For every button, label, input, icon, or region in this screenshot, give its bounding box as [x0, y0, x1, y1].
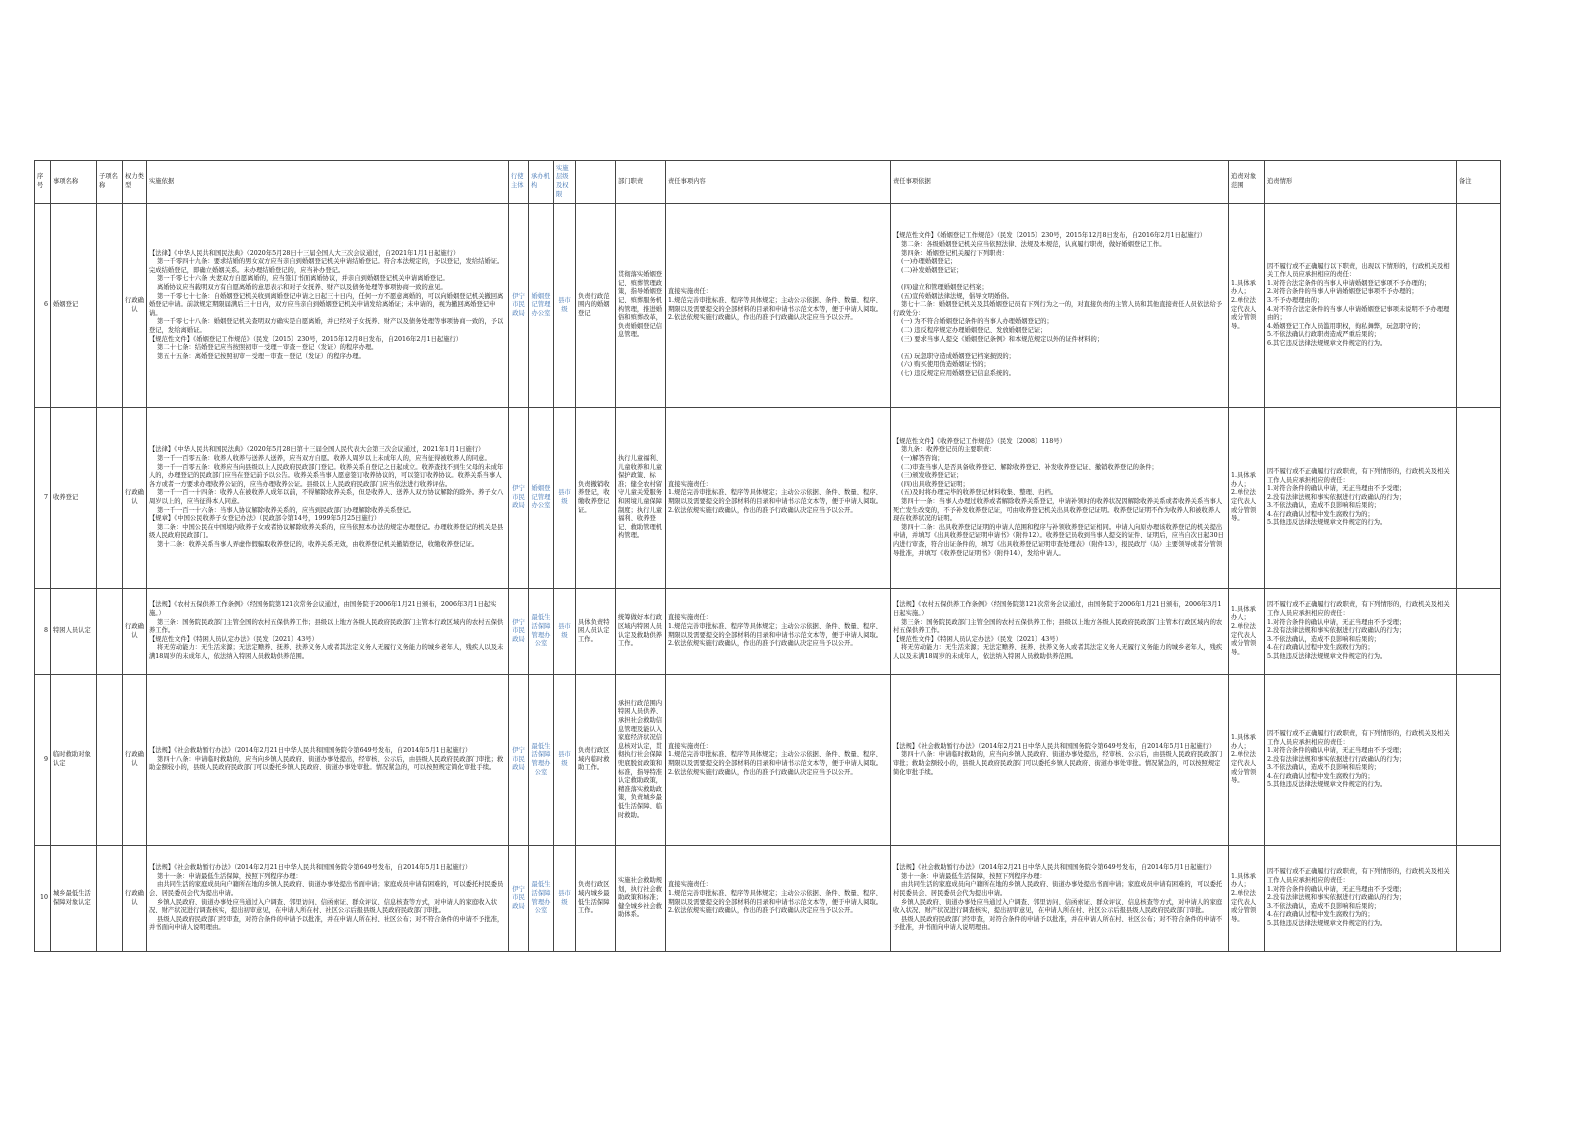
table-row: [35, 408, 1501, 589]
row-subject: 伊宁市民政局: [509, 589, 529, 675]
row-subject: 伊宁市民政局: [509, 204, 529, 408]
header-remark: 备注: [1457, 161, 1501, 204]
row-content: 直接实施责任： 1.规范完善审批标准、程序等具体规定；主动公示依据、条件、数量、程序、期限以及需要提交的全部材料的目录和申请书示范文本等，便于申请人阅取。 2.依法依规实施行政确认，作出的准予行政确认决定应当予以公开。: [666, 846, 891, 952]
row-dept-duty: 统筹做好本行政区域内特困人员认定及救助供养工作。: [616, 589, 666, 675]
row-power-type: 行政确认: [123, 846, 147, 952]
row-duty: 具体负责特困人员认定工作。: [576, 589, 616, 675]
row-no: 7: [35, 408, 51, 589]
row-power-type: 行政确认: [123, 589, 147, 675]
row-content: 直接实施责任： 1.规范完善审批标准、程序等具体规定；主动公示依据、条件、数量、程序、期限以及需要提交的全部材料的目录和申请书示范文本等，便于申请人阅取。 2.依法依规实施行政确认，作出的准予行政确认决定应当予以公开。: [666, 675, 891, 846]
row-sub-name: [97, 589, 123, 675]
row-no: 6: [35, 204, 51, 408]
row-dept-duty: 承担行政范围内特困人员供养、承担社会救助信息管理及能认入家庭经济状况信息核对认定，贯彻执行社会保障兜底脱贫政策和标准，指导特准认定救助政策，精准落实救助政策，负责城乡最低生活保障、临时救助。: [616, 675, 666, 846]
responsibility-table: [34, 160, 1501, 952]
row-item-name: 特困人员认定: [51, 589, 97, 675]
header-name: 事项名称: [51, 161, 97, 204]
row-duty: 负责行政范围内的婚姻登记: [576, 204, 616, 408]
header-sub: 子项名称: [97, 161, 123, 204]
row-level: 县市级: [554, 589, 576, 675]
header-scope: 追责对象范围: [1229, 161, 1265, 204]
row-case: 因不履行或不正确履行行政职责，有下列情形的，行政机关及相关工作人员应承担相应的责任： 1.对符合条件的确认申请，无正当理由不予受理； 2.没有法律法规和事实依据进行行政确认的行为； 3.不依法确认，造成不良影响和后果的； 4.在行政确认过程中发生腐败行为的； 5.其他违反法律法规规章文件规定的行为。: [1265, 675, 1457, 846]
row-item-name: 城乡最低生活保障对象认定: [51, 846, 97, 952]
table-row: [35, 204, 1501, 408]
row-basis: 【法规】《农村五保供养工作条例》（经国务院第121次常务会议通过，由国务院于2006年1月21日颁布，2006年3月1日起实施。） 第三条：国务院民政部门主管全国的农村五保供养工作；县级以上地方各级人民政府民政部门主管本行政区域内的农村五保供养工作。 【规范性文件】《特困人员认定办法》（民发〔2021〕43号） 将无劳动能力：无生活来源；无法定赡养、抚养、扶养义务人或者其法定义务人无履行义务能力的城乡老年人，残疾人以及未满18周岁的未成年人，依法纳入特困人员救助供养范围。: [147, 589, 509, 675]
row-subject: 伊宁市民政局: [509, 408, 529, 589]
header-row: [35, 161, 1501, 204]
row-scope: 1.具体承办人； 2.单位法定代表人或分管领导。: [1229, 846, 1265, 952]
row-dept-duty: 实施社会救助规划，执行社会救助政策和标准；健全城乡社会救助体系。: [616, 846, 666, 952]
row-org: 最低生活保障管理办公室: [529, 846, 554, 952]
row-no: 8: [35, 589, 51, 675]
row-level: 县市级: [554, 846, 576, 952]
row-level: 县市级: [554, 408, 576, 589]
row-item-name: 婚姻登记: [51, 204, 97, 408]
header-no: 序号: [35, 161, 51, 204]
row-subject: 伊宁市民政局: [509, 675, 529, 846]
row-power-type: 行政确认: [123, 204, 147, 408]
row-content: 直接实施责任： 1.规范完善审批标准、程序等具体规定；主动公示依据、条件、数量、程序、期限以及需要提交的全部材料的目录和申请书示范文本等，便于申请人阅取。 2.依法依规实施行政确认，作出的准予行政确认决定应当予以公开。: [666, 408, 891, 589]
row-scope: 1.具体承办人； 2.单位法定代表人或分管领导。: [1229, 408, 1265, 589]
table-body: [35, 204, 1501, 952]
row-remark: [1457, 675, 1501, 846]
row-duty: 负责撤销收养登记，收缴收养登记证。: [576, 408, 616, 589]
table-row: [35, 846, 1501, 952]
row-case: 因不履行或不正确履行行政职责，有下列情形的，行政机关及相关工作人员应承担相应的责任： 1.对符合条件的确认申请，无正当理由不予受理； 2.没有法律法规和事实依据进行行政确认的行为； 3.不依法确认，造成不良影响和后果的； 4.在行政确认过程中发生腐败行为的； 5.其他违反法律法规规章文件规定的行为。: [1265, 846, 1457, 952]
row-remark: [1457, 204, 1501, 408]
row-org: 最低生活保障管理办公室: [529, 589, 554, 675]
row-case: 因不履行或不正确履行行政职责，有下列情形的，行政机关及相关工作人员应承担相应的责任： 1.对符合条件的确认申请，无正当理由不予受理； 2.没有法律法规和事实依据进行行政确认的行为； 3.不依法确认，造成不良影响和后果的； 4.在行政确认过程中发生腐败行为的； 5.其他违反法律法规规章文件规定的行为。: [1265, 408, 1457, 589]
table-header: [35, 161, 1501, 204]
row-case: 因不履行或不正确履行行政职责，有下列情形的，行政机关及相关工作人员应承担相应的责任： 1.对符合条件的确认申请，无正当理由不予受理； 2.没有法律法规和事实依据进行行政确认的行为； 3.不依法确认，造成不良影响和后果的； 4.在行政确认过程中发生腐败行为的； 5.其他违反法律法规规章文件规定的行为。: [1265, 589, 1457, 675]
row-item-name: 临时救助对象认定: [51, 675, 97, 846]
row-remark: [1457, 589, 1501, 675]
row-basis: 【法律】《中华人民共和国民法典》（2020年5月28日第十三届全国人民代表大会第三次会议通过，2021年1月1日施行） 第一千一百零五条：收养人收养与送养人送养，应当双方自愿。收养人周岁以上未成年人的，应当征得被收养人的同意。 第一千一百零五条：收养应当向县级以上人民政府民政部门登记。收养关系自登记之日起成立。收养查找不到生父母的未成年人的，办理登记的民政部门应当在登记前予以公告。收养关系当事人愿意签订收养协议的，可以签订收养协议。收养关系当事人各方或者一方要求办理收养公证的，应当办理收养公证。县级以上人民政府民政部门应当依法进行收养评估。 第一千一百一十四条：收养人在被收养人成年以前，不得解除收养关系，但是收养人、送养人双方协议解除的除外。养子女八周岁以上的，应当征得本人同意。 第一千一百一十六条：当事人协议解除收养关系的，应当到民政部门办理解除收养关系登记。 【规章】《中国公民收养子女登记办法》（民政部令第14号，1999年5月25日施行） 第二条：中国公民在中国境内收养子女或者协议解除收养关系的，应当依照本办法的规定办理登记。办理收养登记的机关是县级人民政府民政部门。 第十二条：收养关系当事人弄虚作假骗取收养登记的，收养关系无效，由收养登记机关撤销登记，收缴收养登记证。: [147, 408, 509, 589]
header-duty: 部门职责: [616, 161, 666, 204]
row-level: 县市级: [554, 675, 576, 846]
row-content: 直接实施责任： 1.规范完善审批标准、程序等具体规定；主动公示依据、条件、数量、程序、期限以及需要提交的全部材料的目录和申请书示范文本等，便于申请人阅取。 2.依法依规实施行政确认，作出的准予行政确认决定应当予以公开。: [666, 204, 891, 408]
row-sub-name: [97, 408, 123, 589]
header-type: 权力类型: [123, 161, 147, 204]
row-sub-name: [97, 204, 123, 408]
row-org: 最低生活保障管理办公室: [529, 675, 554, 846]
row-level: 县市级: [554, 204, 576, 408]
row-item-name: 收养登记: [51, 408, 97, 589]
row-sub-name: [97, 846, 123, 952]
row-no: 10: [35, 846, 51, 952]
row-subject: 伊宁市民政局: [509, 846, 529, 952]
row-duty: 负责行政区域内城乡最低生活保障工作。: [576, 846, 616, 952]
row-org: 婚姻登记管理办公室: [529, 204, 554, 408]
header-resp-basis: 责任事项依据: [891, 161, 1229, 204]
table-row: [35, 589, 1501, 675]
row-resp-basis: 【法规】《社会救助暂行办法》（2014年2月21日中华人民共和国国务院令第649号发布，自2014年5月1日起施行） 第十一条：申请最低生活保障，按照下列程序办理： 由共同生活的家庭成员向户籍所在地的乡镇人民政府、街道办事处提出书面申请；家庭成员申请有困难的，可以委托村民委员会、居民委员会代为提出申请。 乡镇人民政府、街道办事处应当通过入户调查、邻里访问、信函索证、群众评议、信息核查等方式，对申请人的家庭收入状况、财产状况进行调查核实，提出初审意见，在申请人所在村、社区公示后报县级人民政府民政部门审批。 县级人民政府民政部门经审查，对符合条件的申请予以批准，并在申请人所在村、社区公布；对不符合条件的申请不予批准，并书面向申请人说明理由。: [891, 846, 1229, 952]
header-subject: 行使主体: [509, 161, 529, 204]
row-dept-duty: 贯彻落实婚姻登记、殡葬管理政策，指导婚姻登记、殡葬服务机构管理，推进婚俗和殡葬改革，负责婚姻登记信息管理。: [616, 204, 666, 408]
row-power-type: 行政确认: [123, 408, 147, 589]
row-case: 因不履行或不正确履行以下职责，出现以下情形的，行政机关及相关工作人员应承担相应的责任： 1.对符合法定条件的当事人申请婚姻登记事项不予办理的； 2.对符合条件的当事人申请婚姻登记事项不予办理的； 3.不予办理理由的； 4.对不符合法定条件的当事人申请婚姻登记事项未说明不予办理理由的； 4.婚姻登记工作人员滥用职权，徇私舞弊，玩忽职守的； 5.不依法确认行政职责造成严重后果的； 6.其它违反法律法规规章文件规定的行为。: [1265, 204, 1457, 408]
row-basis: 【法律】《中华人民共和国民法典》（2020年5月28日十三届全国人大三次会议通过，自2021年1月1日起施行） 第一千零四十九条：要求结婚的男女双方应当亲自到婚姻登记机关申请结婚登记。符合本法规定的，予以登记，发给结婚证。完成结婚登记，即确立婚姻关系。未办理结婚登记的，应当补办登记。 第一千零七十六条 夫妻双方自愿离婚的，应当签订书面离婚协议，并亲自到婚姻登记机关申请离婚登记。 离婚协议应当载明双方有自愿离婚的意思表示和对子女抚养、财产以及债务处理等事项协商一致的意见。 第一千零七十七条：自婚姻登记机关收到离婚登记申请之日起三十日内，任何一方不愿意离婚的，可以向婚姻登记机关撤回离婚登记申请。前款规定期限届满后三十日内，双方应当亲自到婚姻登记机关申请发给离婚证；未申请的，视为撤回离婚登记申请。 第一千零七十八条：婚姻登记机关查明双方确实是自愿离婚，并已经对子女抚养、财产以及债务处理等事项协商一致的，予以登记，发给离婚证。 【规范性文件】《婚姻登记工作规范》（民发〔2015〕230号，2015年12月8日发布，自2016年2月1日起施行） 第二十七条：结婚登记应当按照初审－受理－审查－登记（发证）的程序办理。 第五十五条：离婚登记按照初审－受理－审查－登记（发证）的程序办理。: [147, 204, 509, 408]
row-power-type: 行政确认: [123, 675, 147, 846]
row-content: 直接实施责任： 1.规范完善审批标准、程序等具体规定；主动公示依据、条件、数量、程序、期限以及需要提交的全部材料的目录和申请书示范文本等，便于申请人阅取。 2.依法依规实施行政确认，作出的准予行政确认决定应当予以公开。: [666, 589, 891, 675]
row-remark: [1457, 846, 1501, 952]
header-basis: 实施依据: [147, 161, 509, 204]
row-org: 婚姻登记管理办公室: [529, 408, 554, 589]
row-scope: 1.具体承办人； 2.单位法定代表人或分管领导。: [1229, 589, 1265, 675]
row-remark: [1457, 408, 1501, 589]
row-scope: 1.具体承办人； 2.单位法定代表人或分管领导。: [1229, 675, 1265, 846]
row-no: 9: [35, 675, 51, 846]
row-basis: 【法规】《社会救助暂行办法》（2014年2月21日中华人民共和国国务院令第649号发布，自2014年5月1日起施行） 第四十八条：申请临时救助的，应当向乡镇人民政府、街道办事处提出，经审核、公示后，由县级人民政府民政部门审批；救助金额较小的，县级人民政府民政部门可以委托乡镇人民政府、街道办事处审批。情况紧急的，可以按照规定简化审批手续。: [147, 675, 509, 846]
header-level: 实施层级及权限: [554, 161, 576, 204]
row-scope: 1.具体承办人； 2.单位法定代表人或分管领导。: [1229, 204, 1265, 408]
row-sub-name: [97, 675, 123, 846]
row-dept-duty: 执行儿童福利、儿童收养和儿童保护政策、标准；健全农村留守儿童关爱服务和困境儿童保障制度；执行儿童福利、收养登记、救助管理机构管理。: [616, 408, 666, 589]
header-case: 追责情形: [1265, 161, 1457, 204]
row-resp-basis: 【规范性文件】《收养登记工作规范》（民发〔2008〕118号） 第九条：收养登记员的主要职责： (一)解答咨询； (二)审查当事人是否具备收养登记、解除收养登记、补发收养登记证、撤销收养登记的条件； (三)颁发收养登记证； (四)出具收养登记证明； (五)及时将办理完毕的收养登记材料收集、整理、归档。 第四十一条：当事人办理过收养或者解除收养关系登记，申请补领时的收养状况因解除收养关系或者收养关系当事人死亡发生改变的，不予补发收养登记证，可由收养登记机关出具收养登记证明。收养登记证明不作为收养人和被收养人现在收养状况的证明。 第四十二条：出具收养登记证明的申请人范围和程序与补领收养登记证相同。申请人向原办理该收养登记的机关提出申请，并填写《出具收养登记证明申请书》（附件12）。收养登记员收到当事人提交的证件、证明后，应当自次日起30日内进行审查，符合出证条件的，填写《出具收养登记证明审查处理表》（附件13），报民政厅（局）主要领导或者分管领导批准，并填写《收养登记证明书》（附件14），发给申请人。: [891, 408, 1229, 589]
header-org: 承办机构: [529, 161, 554, 204]
header-duty-spacer: [576, 161, 616, 204]
row-resp-basis: 【法规】《社会救助暂行办法》（2014年2月21日中华人民共和国国务院令第649号发布，自2014年5月1日起施行） 第四十八条：申请临时救助的，应当向乡镇人民政府、街道办事处提出，经审核、公示后，由县级人民政府民政部门审批；救助金额较小的，县级人民政府民政部门可以委托乡镇人民政府、街道办事处审批。情况紧急的，可以按照规定简化审批手续。: [891, 675, 1229, 846]
row-basis: 【法规】《社会救助暂行办法》（2014年2月21日中华人民共和国国务院令第649号发布，自2014年5月1日起施行） 第十一条：申请最低生活保障，按照下列程序办理： 由共同生活的家庭成员向户籍所在地的乡镇人民政府、街道办事处提出书面申请；家庭成员申请有困难的，可以委托村民委员会、居民委员会代为提出申请。 乡镇人民政府、街道办事处应当通过入户调查、邻里访问、信函索证、群众评议、信息核查等方式，对申请人的家庭收入状况、财产状况进行调查核实，提出初审意见，在申请人所在村、社区公示后报县级人民政府民政部门审批。 县级人民政府民政部门经审查，对符合条件的申请予以批准，并在申请人所在村、社区公布；对不符合条件的申请不予批准，并书面向申请人说明理由。: [147, 846, 509, 952]
row-duty: 负责行政区域内临时救助工作。: [576, 675, 616, 846]
row-resp-basis: 【法规】《农村五保供养工作条例》（经国务院第121次常务会议通过，由国务院于2006年1月21日颁布，2006年3月1日起实施。） 第三条：国务院民政部门主管全国的农村五保供养工作；县级以上地方各级人民政府民政部门主管本行政区域内的农村五保供养工作。 【规范性文件】《特困人员认定办法》（民发〔2021〕43号） 将无劳动能力：无生活来源；无法定赡养、抚养、扶养义务人或者其法定义务人无履行义务能力的城乡老年人，残疾人以及未满18周岁的未成年人，依法纳入特困人员救助供养范围。: [891, 589, 1229, 675]
responsibility-list-sheet: [34, 160, 1500, 952]
row-resp-basis: 【规范性文件】《婚姻登记工作规范》（民发〔2015〕230号，2015年12月8日发布，自2016年2月1日起施行） 第二条：各级婚姻登记机关应当依照法律、法规及本规范，认真履行职责，做好婚姻登记工作。 第四条：婚姻登记机关履行下列职责： (一)办理婚姻登记； (二)补发婚姻登记证； (四)建立和管理婚姻登记档案； (五)宣传婚姻法律法规，倡导文明婚俗。 第七十二条：婚姻登记机关及其婚姻登记员有下列行为之一的，对直接负责的主管人员和其他直接责任人员依法给予行政处分： (一) 为不符合婚姻登记条件的当事人办理婚姻登记的； (二) 违反程序规定办理婚姻登记、发放婚姻登记证； (三) 要求当事人提交《婚姻登记条例》和本规范规定以外的证件材料的； (五) 玩忽职守造成婚姻登记档案损毁的； (六) 购买使用伪造婚姻证书的； (七) 违反规定应用婚姻登记信息系统的。: [891, 204, 1229, 408]
header-content: 责任事项内容: [666, 161, 891, 204]
table-row: [35, 675, 1501, 846]
